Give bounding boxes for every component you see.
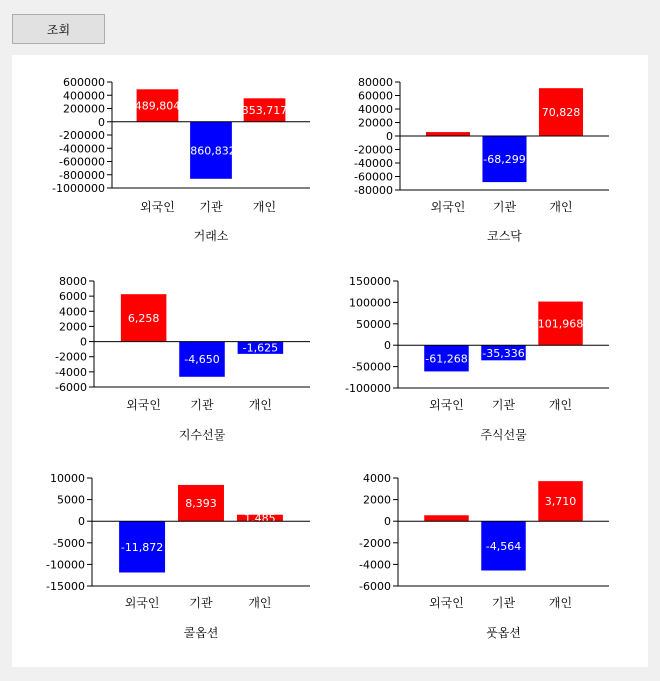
data-label: 1,485 <box>244 511 276 525</box>
category-label: 기관 <box>190 398 214 412</box>
y-tick-label: 150000 <box>349 275 391 288</box>
y-tick-label: 4000 <box>59 305 87 319</box>
y-tick-label: -4000 <box>55 365 87 379</box>
y-tick-label: 0 <box>98 115 105 129</box>
chart-title: 거래소 <box>193 229 229 243</box>
category-label: 외국인 <box>140 200 175 214</box>
y-tick-label: -10000 <box>46 558 85 572</box>
chart-title: 주식선물 <box>480 428 527 442</box>
category-label: 개인 <box>248 398 272 412</box>
data-label: -1,625 <box>242 341 279 355</box>
category-label: 외국인 <box>124 596 160 610</box>
data-label: 489,804 <box>134 99 181 113</box>
category-label: 개인 <box>252 200 277 214</box>
y-tick-label: 2000 <box>59 320 87 334</box>
category-label: 기관 <box>199 200 223 214</box>
chart-title: 지수선물 <box>178 428 226 442</box>
chart-title: 코스닥 <box>487 229 522 243</box>
y-tick-label: 5000 <box>57 493 85 507</box>
y-tick-label: 60000 <box>358 89 393 103</box>
y-tick-label: 0 <box>78 515 85 529</box>
query-button[interactable]: 조회 <box>12 14 105 44</box>
y-tick-label: 4000 <box>363 472 391 485</box>
category-label: 기관 <box>491 398 516 412</box>
y-tick-label: 400000 <box>63 89 105 103</box>
y-tick-label: -2000 <box>55 350 87 364</box>
category-label: 기관 <box>189 596 213 610</box>
chart-3 <box>55 275 310 442</box>
category-label: 외국인 <box>126 398 162 412</box>
data-label: -4,650 <box>184 353 220 367</box>
category-label: 개인 <box>549 200 573 214</box>
bar-외국인 <box>426 132 470 136</box>
y-tick-label: 6000 <box>59 290 87 304</box>
chart-title: 콜옵션 <box>183 626 219 640</box>
y-tick-label: 600000 <box>63 76 105 89</box>
bar-외국인 <box>424 515 468 521</box>
y-tick-label: -50000 <box>352 360 391 374</box>
y-tick-label: -4000 <box>359 558 391 572</box>
y-tick-label: -6000 <box>55 381 87 394</box>
data-label: 8,393 <box>185 497 217 511</box>
category-label: 개인 <box>548 596 573 610</box>
y-tick-label: 8000 <box>59 275 87 288</box>
category-label: 개인 <box>548 398 573 412</box>
category-label: 외국인 <box>430 200 466 214</box>
data-label: 353,717 <box>241 104 288 118</box>
y-tick-label: -100000 <box>345 382 391 395</box>
y-tick-label: 0 <box>80 335 87 349</box>
category-label: 외국인 <box>429 398 464 412</box>
y-tick-label: -2000 <box>359 536 391 550</box>
y-tick-label: -1000000 <box>52 182 105 195</box>
data-label: -68,299 <box>483 153 526 167</box>
y-tick-label: -60000 <box>354 170 393 184</box>
data-label: -4,564 <box>485 539 522 553</box>
y-tick-label: -80000 <box>354 184 393 197</box>
y-tick-label: -40000 <box>354 157 393 170</box>
y-tick-label: 0 <box>384 515 391 529</box>
category-label: 외국인 <box>429 596 464 610</box>
category-label: 기관 <box>491 596 516 610</box>
chart-4 <box>345 275 609 442</box>
y-tick-label: -800000 <box>59 168 105 182</box>
chart-panel <box>12 55 648 667</box>
y-tick-label: 40000 <box>358 103 393 116</box>
chart-6 <box>359 472 609 640</box>
data-label: -35,336 <box>482 346 525 360</box>
y-tick-label: 0 <box>386 130 393 143</box>
y-tick-label: -200000 <box>59 129 105 142</box>
y-tick-label: -20000 <box>354 143 393 157</box>
y-tick-label: 200000 <box>63 102 105 116</box>
y-tick-label: -6000 <box>359 580 391 593</box>
category-label: 기관 <box>492 200 517 214</box>
charts-canvas <box>12 55 648 667</box>
y-tick-label: -5000 <box>53 536 85 550</box>
y-tick-label: -15000 <box>46 580 85 593</box>
data-label: 6,258 <box>127 311 160 325</box>
y-tick-label: -600000 <box>59 155 105 169</box>
data-label: 101,968 <box>537 317 584 331</box>
chart-1 <box>52 76 310 243</box>
y-tick-label: 100000 <box>349 296 391 310</box>
data-label: -860,832 <box>186 144 236 158</box>
chart-5 <box>46 472 310 640</box>
y-tick-label: 50000 <box>356 317 391 331</box>
data-label: -11,872 <box>120 540 164 554</box>
y-tick-label: 20000 <box>358 116 393 130</box>
category-label: 개인 <box>248 596 272 610</box>
y-tick-label: 80000 <box>358 76 393 89</box>
data-label: 3,710 <box>544 495 577 509</box>
data-label: 70,828 <box>541 106 581 120</box>
chart-2 <box>354 76 609 243</box>
y-tick-label: 10000 <box>50 472 85 485</box>
chart-title: 풋옵션 <box>486 626 521 640</box>
data-label: -61,268 <box>425 352 468 366</box>
y-tick-label: 2000 <box>363 493 391 507</box>
y-tick-label: -400000 <box>59 142 105 156</box>
y-tick-label: 0 <box>384 339 391 353</box>
